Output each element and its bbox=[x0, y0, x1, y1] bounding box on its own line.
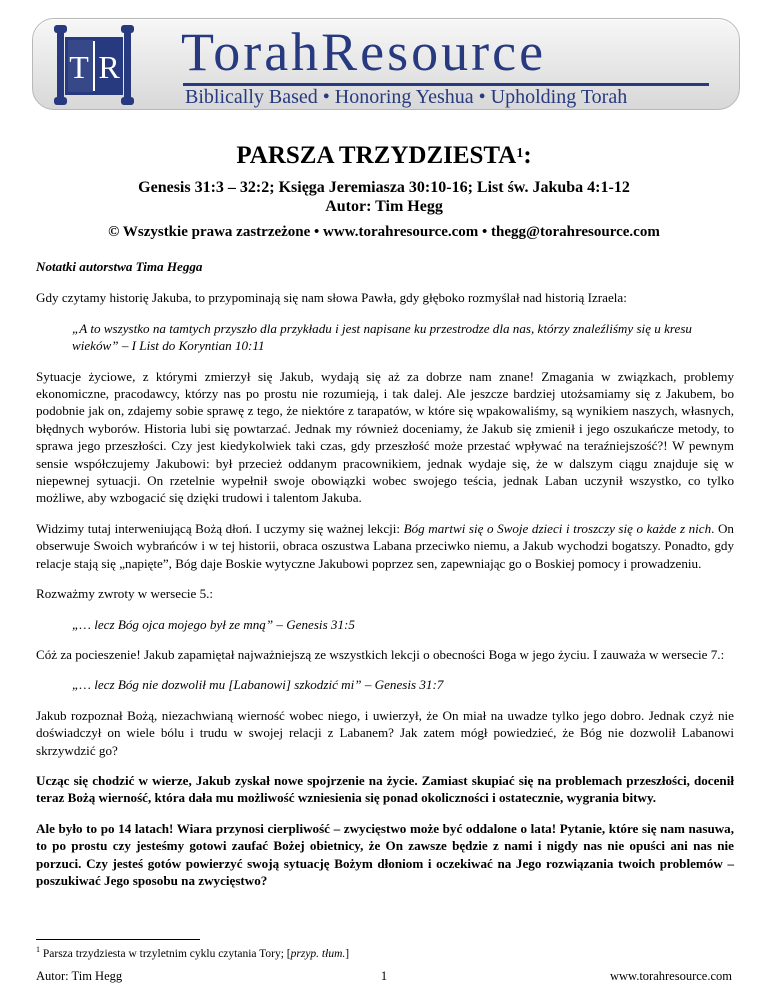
logo-initial-t: T bbox=[69, 49, 89, 85]
footnote bbox=[36, 943, 349, 961]
document-title bbox=[0, 140, 768, 172]
p3-text-before: Widzimy tutaj interweniującą Bożą dłoń. I uczymy się ważnej lekcji: bbox=[36, 520, 404, 536]
brand-name: TorahResource bbox=[181, 22, 547, 82]
footnote-translator-note: przyp. tłum. bbox=[290, 947, 346, 960]
article-body bbox=[36, 258, 734, 902]
torah-scroll-logo bbox=[51, 23, 137, 107]
paragraph-verse-5: Rozważmy zwroty w wersecie 5.: bbox=[36, 586, 214, 602]
title-footnote-marker[interactable]: 1 bbox=[516, 146, 524, 161]
section-heading: Notatki autorstwa Tima Hegga bbox=[36, 259, 203, 274]
title-suffix: : bbox=[523, 142, 532, 169]
paragraph-walking-in-faith: Ucząc się chodzić w wierze, Jakub zyskał nowe spojrzenie na życie. Zamiast skupiać się na problemach przeszłości, docenił teraz Bożą wierność, która dała mu możliwość wzniesienia się ponad okoliczności i ostatecznie, wygrania bitwy. bbox=[36, 772, 734, 806]
logo-initial-r: R bbox=[98, 49, 120, 85]
paragraph-life-situations: Sytuacje życiowe, z którymi zmierzył się Jakub, wydają się aż za dobrze nam znane! Zmagania w związkach, problemy ekonomiczne, pracodawcy, którzy nas po prostu nie rozumieją, i tak dalej. Ale jeszcze bardziej utożsamiamy się z Jakubem, bo podobnie jak on, zdajemy sobie sprawę z tego, że niektóre z tarapatów, w które się wpakowaliśmy, są wynikiem naszych, własnych, błędnych wyborów. Historia lubi się powtarzać. Jednak my również doceniamy, że Jakub się zmienił i jego oszukańcze metody, to sprawa jego przeszłości. Czy jest kiedykolwiek taki czas, gdy przeszłość może przestać wpływać na teraźniejszość?! W pewnym sensie współczujemy Jakubowi: był przecież oddanym pracownikiem, jednak wydaje się, że w dalszym ciągu znajduje się w niepewnej sytuacji. On rzetelnie wypełnił swoje obowiązki wobec swojego teścia, jednak Laban uczynił wszystko, co tylko możliwe, aby wzbogacić się dzięki trudowi i talentom Jakuba. bbox=[36, 368, 734, 506]
page-number: 1 bbox=[380, 969, 388, 983]
footnote-close: ] bbox=[345, 947, 350, 960]
paragraph-fourteen-years: Ale było to po 14 latach! Wiara przynosi cierpliwość – zwycięstwo może być oddalone o lata! Pytanie, które się nam nasuwa, to po prostu czy jesteśmy gotowi zaufać Bożej obietnicy, że On zawsze będzie z nami i nigdy nas nie opuści ani nas nie porzuci. Czy jesteś gotów powierzyć swoją sytuację Bożym dłoniom i oczekiwać na Jego rozwiązania twoich problemów – poszukiwać Jego sposobu na zwycięstwo? bbox=[36, 820, 734, 888]
paragraph-gods-hand bbox=[36, 520, 734, 572]
footer-website-link[interactable]: www.torahresource.com bbox=[609, 969, 732, 983]
scripture-readings: Genesis 31:3 – 32:2; Księga Jeremiasza 30:10-16; List św. Jakuba 4:1-12 bbox=[138, 179, 630, 196]
footnote-text: Parsza trzydziesta w trzyletnim cyklu czytania Tory; [ bbox=[40, 947, 291, 960]
title-text: PARSZA TRZYDZIESTA bbox=[236, 142, 517, 169]
footnote-divider bbox=[36, 939, 200, 940]
quote-genesis-31-7: „… lecz Bóg nie dozwolił mu [Labanowi] szkodzić mi” – Genesis 31:7 bbox=[72, 677, 444, 693]
p3-italic-lesson: Bóg martwi się o Swoje dzieci i troszczy się o każde z nich bbox=[403, 520, 712, 536]
paragraph-faithfulness: Jakub rozpoznał Bożą, niezachwianą wierność wobec niego, i uwierzył, że On miał na uwadze tylko jego dobro. Jednak czyż nie doświadczył on wiele bólu i trudu w swojej relacji z Labanem? Jak zatem mógł powiedzieć, że Bóg nie dozwolił Labanowi skrzywdzić go? bbox=[36, 707, 734, 758]
p3-text-after: . On obserwuje Swoich wybrańców i w tej historii, obraca oszustwa Labana przeciwko niemu, a Jakub wychodzi bogatszy. Ponadto, gdy relacje stają się „napięte”, Bóg daje Boskie wytyczne Jakubowi poprzez sen, zapewniając go o Boskiej pomocy i prowadzeniu. bbox=[36, 520, 734, 571]
paragraph-intro: Gdy czytamy historię Jakuba, to przypominają się nam słowa Pawła, gdy głęboko rozmyślał nad historią Izraela: bbox=[36, 290, 627, 306]
header-banner bbox=[32, 18, 740, 110]
brand-tagline: Biblically Based • Honoring Yeshua • Upholding Torah bbox=[185, 86, 628, 108]
copyright-line: © Wszystkie prawa zastrzeżone • www.torahresource.com • thegg@torahresource.com bbox=[108, 224, 660, 240]
paragraph-comfort: Cóż za pocieszenie! Jakub zapamiętał najważniejszą ze wszystkich lekcji o obecności Boga w jego życiu. I zauważa w wersecie 7.: bbox=[36, 646, 725, 662]
footer-author: Autor: Tim Hegg bbox=[36, 969, 123, 983]
footnote-marker: 1 bbox=[36, 945, 40, 954]
quote-corinthians: „A to wszystko na tamtych przyszło dla przykładu i jest napisane ku przestrodze dla nas, którzy znaleźliśmy się u kresu wieków” – I List do Koryntian 10:11 bbox=[72, 320, 692, 354]
author-line: Autor: Tim Hegg bbox=[325, 198, 443, 215]
quote-genesis-31-5: „… lecz Bóg ojca mojego był ze mną” – Genesis 31:5 bbox=[72, 616, 355, 632]
